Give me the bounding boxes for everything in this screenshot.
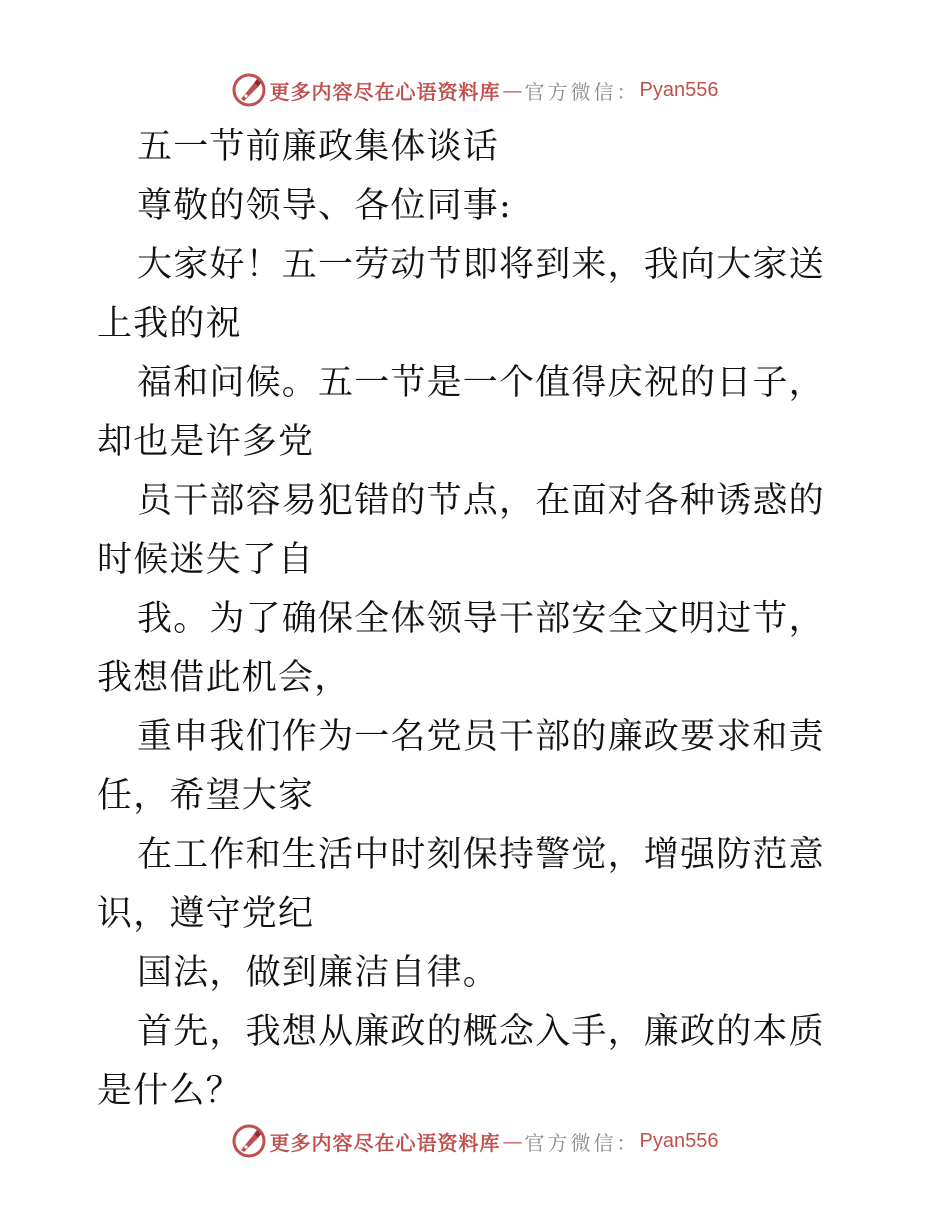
paragraph: 在工作和生活中时刻保持警觉，增强防范意识，遵守党纪 — [97, 835, 825, 934]
document-body — [97, 118, 857, 1121]
document-title: 五一节前廉政集体谈话 — [137, 127, 500, 167]
banner-dash: — — [502, 1129, 523, 1153]
banner-dash: — — [502, 78, 523, 102]
banner-wechat-id: Pyan556 — [639, 1129, 719, 1152]
banner-brand-text: 更多内容尽在心语资料库 — [269, 1130, 501, 1155]
banner-wechat-id: Pyan556 — [639, 78, 719, 101]
salutation: 尊敬的领导、各位同事: — [137, 186, 512, 226]
paragraph: 国法，做到廉洁自律。 — [137, 953, 500, 993]
paragraph: 福和问候。五一节是一个值得庆祝的日子，却也是许多党 — [97, 363, 825, 462]
paragraph: 员干部容易犯错的节点，在面对各种诱惑的时候迷失了自 — [97, 481, 825, 580]
paragraph: 重申我们作为一名党员干部的廉政要求和责任，希望大家 — [97, 717, 825, 816]
pen-nib-logo-icon — [232, 73, 266, 107]
paragraph: 大家好！五一劳动节即将到来，我向大家送上我的祝 — [97, 245, 825, 344]
banner-brand-text: 更多内容尽在心语资料库 — [269, 79, 501, 104]
pen-nib-logo-icon — [232, 1124, 266, 1158]
footer-banner — [0, 1121, 950, 1161]
paragraph: 首先，我想从廉政的概念入手，廉政的本质是什么？ — [97, 1012, 825, 1111]
banner-official-label: 官方微信： — [524, 79, 640, 104]
paragraph: 我。为了确保全体领导干部安全文明过节，我想借此机会， — [97, 599, 825, 698]
banner-official-label: 官方微信： — [524, 1130, 640, 1155]
header-banner — [0, 70, 950, 110]
